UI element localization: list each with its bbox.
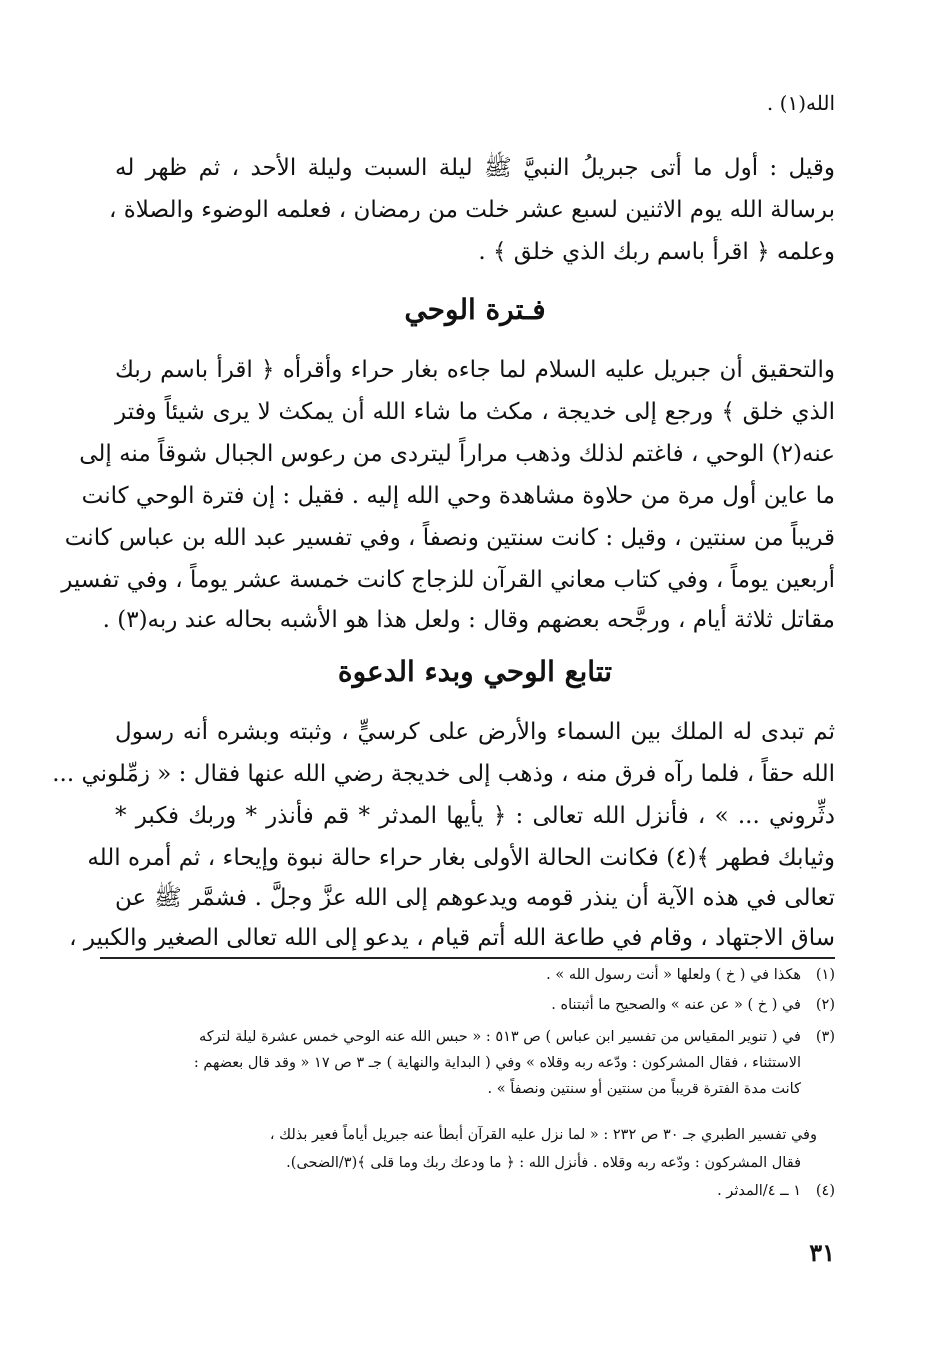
footnote-2 xyxy=(115,992,835,1018)
paragraph-2-line: أربعين يوماً ، وفي كتاب معاني القرآن للزجاج كانت خمسة عشر يوماً ، وفي تفسير xyxy=(61,567,835,593)
paragraph-2-line: الذي خلق ﴾ ورجع إلى خديجة ، مكث ما شاء الله أن يمكث لا يرى شيئاً وفتر xyxy=(115,399,835,425)
paragraph-1-line: برسالة الله يوم الاثنين لسبع عشر خلت من رمضان ، فعلمه الوضوء والصلاة ، xyxy=(109,197,835,223)
paragraph-3-line: وثيابك فطهر ﴾(٤) فكانت الحالة الأولى بغار حراء حالة نبوة وإيحاء ، ثم أمره الله xyxy=(87,845,835,871)
paragraph-3-line: الله حقاً ، فلما رآه فرق منه ، وذهب إلى خديجة رضي الله عنها فقال : « زمِّلوني ... xyxy=(52,761,835,787)
footnote-number: (٣) xyxy=(815,1029,835,1045)
paragraph-1-line: وعلمه ﴿ اقرأ باسم ربك الذي خلق ﴾ . xyxy=(478,239,835,265)
footnote-3-continuation: فقال المشركون : ودّعه ربه وقلاه . فأنزل الله : ﴿ ما ودعك ربك وما قلى ﴾(٣/الضحى). xyxy=(286,1155,801,1171)
footnote-3-line: الاستثناء ، فقال المشركون : ودّعه ربه وقلاه » وفي ( البداية والنهاية ) جـ ٣ ص ١٧ « وقد قال بعضهم : xyxy=(193,1055,801,1071)
footnote-3-continuation: وفي تفسير الطبري جـ ٣٠ ص ٢٣٢ : « لما نزل عليه القرآن أبطأ عنه جبريل أياماً فعير بذلك ، xyxy=(269,1127,817,1143)
section-heading-tatabu-alwahy: تتابع الوحي وبدء الدعوة xyxy=(337,655,613,688)
paragraph-2-line: قريباً من سنتين ، وقيل : كانت سنتين ونصفاً ، وفي تفسير عبد الله بن عباس كانت xyxy=(64,525,835,551)
footnote-text: ١ ــ ٤/المدثر . xyxy=(717,1183,801,1199)
footnote-text: في ( خ ) « عن عنه » والصحيح ما أثبتناه . xyxy=(551,997,801,1013)
paragraph-2-line: مقاتل ثلاثة أيام ، ورجَّحه بعضهم وقال : ولعل هذا هو الأشبه بحاله عند ربه(٣) . xyxy=(102,607,835,633)
footnote-number: (٢) xyxy=(815,997,835,1013)
paragraph-3-line: ساق الاجتهاد ، وقام في طاعة الله أتم قيام ، يدعو إلى الله تعالى الصغير والكبير ، xyxy=(69,925,835,951)
footnote-number: (٤) xyxy=(815,1183,835,1199)
footnote-3-line: كانت مدة الفترة قريباً من سنتين أو سنتين ونصفاً » . xyxy=(487,1081,801,1097)
paragraph-2-line: عنه(٢) الوحي ، فاغتم لذلك وذهب مراراً ليتردى من رعوس الجبال شوقاً منه إلى xyxy=(79,441,835,467)
paragraph-3-line: دثِّروني ... » ، فأنزل الله تعالى : ﴿ يأيها المدثر * قم فأنذر * وربك فكبر * xyxy=(115,803,835,829)
paragraph-3-line: تعالى في هذه الآية أن ينذر قومه ويدعوهم إلى الله عزَّ وجلَّ . فشمَّر ﷺ عن xyxy=(115,885,835,911)
footnote-4 xyxy=(115,1178,835,1204)
footnote-text: هكذا في ( خ ) ولعلها « أنت رسول الله » . xyxy=(546,967,801,983)
footnote-1 xyxy=(115,962,835,988)
footnote-separator xyxy=(100,957,835,959)
paragraph-1-line: وقيل : أول ما أتى جبريلُ النبيَّ ﷺ ليلة السبت وليلة الأحد ، ثم ظهر له xyxy=(115,155,835,181)
footnote-3 xyxy=(115,1024,835,1050)
continued-text-fragment: الله(١) . xyxy=(766,91,835,115)
page-number: ٣١ xyxy=(809,1238,835,1267)
paragraph-3-line: ثم تبدى له الملك بين السماء والأرض على كرسيٍّ ، وثبته وبشره أنه رسول xyxy=(115,719,835,745)
section-heading-fatrat-alwahy: فـترة الوحي xyxy=(404,293,546,326)
paragraph-2-line: والتحقيق أن جبريل عليه السلام لما جاءه بغار حراء وأقرأه ﴿ اقرأ باسم ربك xyxy=(115,357,835,383)
footnote-text: في ( تنوير المقياس من تفسير ابن عباس ) ص ٥١٣ : « حبس الله عنه الوحي خمس عشرة ليلة لتركه xyxy=(198,1029,801,1045)
footnote-number: (١) xyxy=(815,967,835,983)
paragraph-2-line: ما عاين أول مرة من حلاوة مشاهدة وحي الله إليه . فقيل : إن فترة الوحي كانت xyxy=(81,483,835,509)
